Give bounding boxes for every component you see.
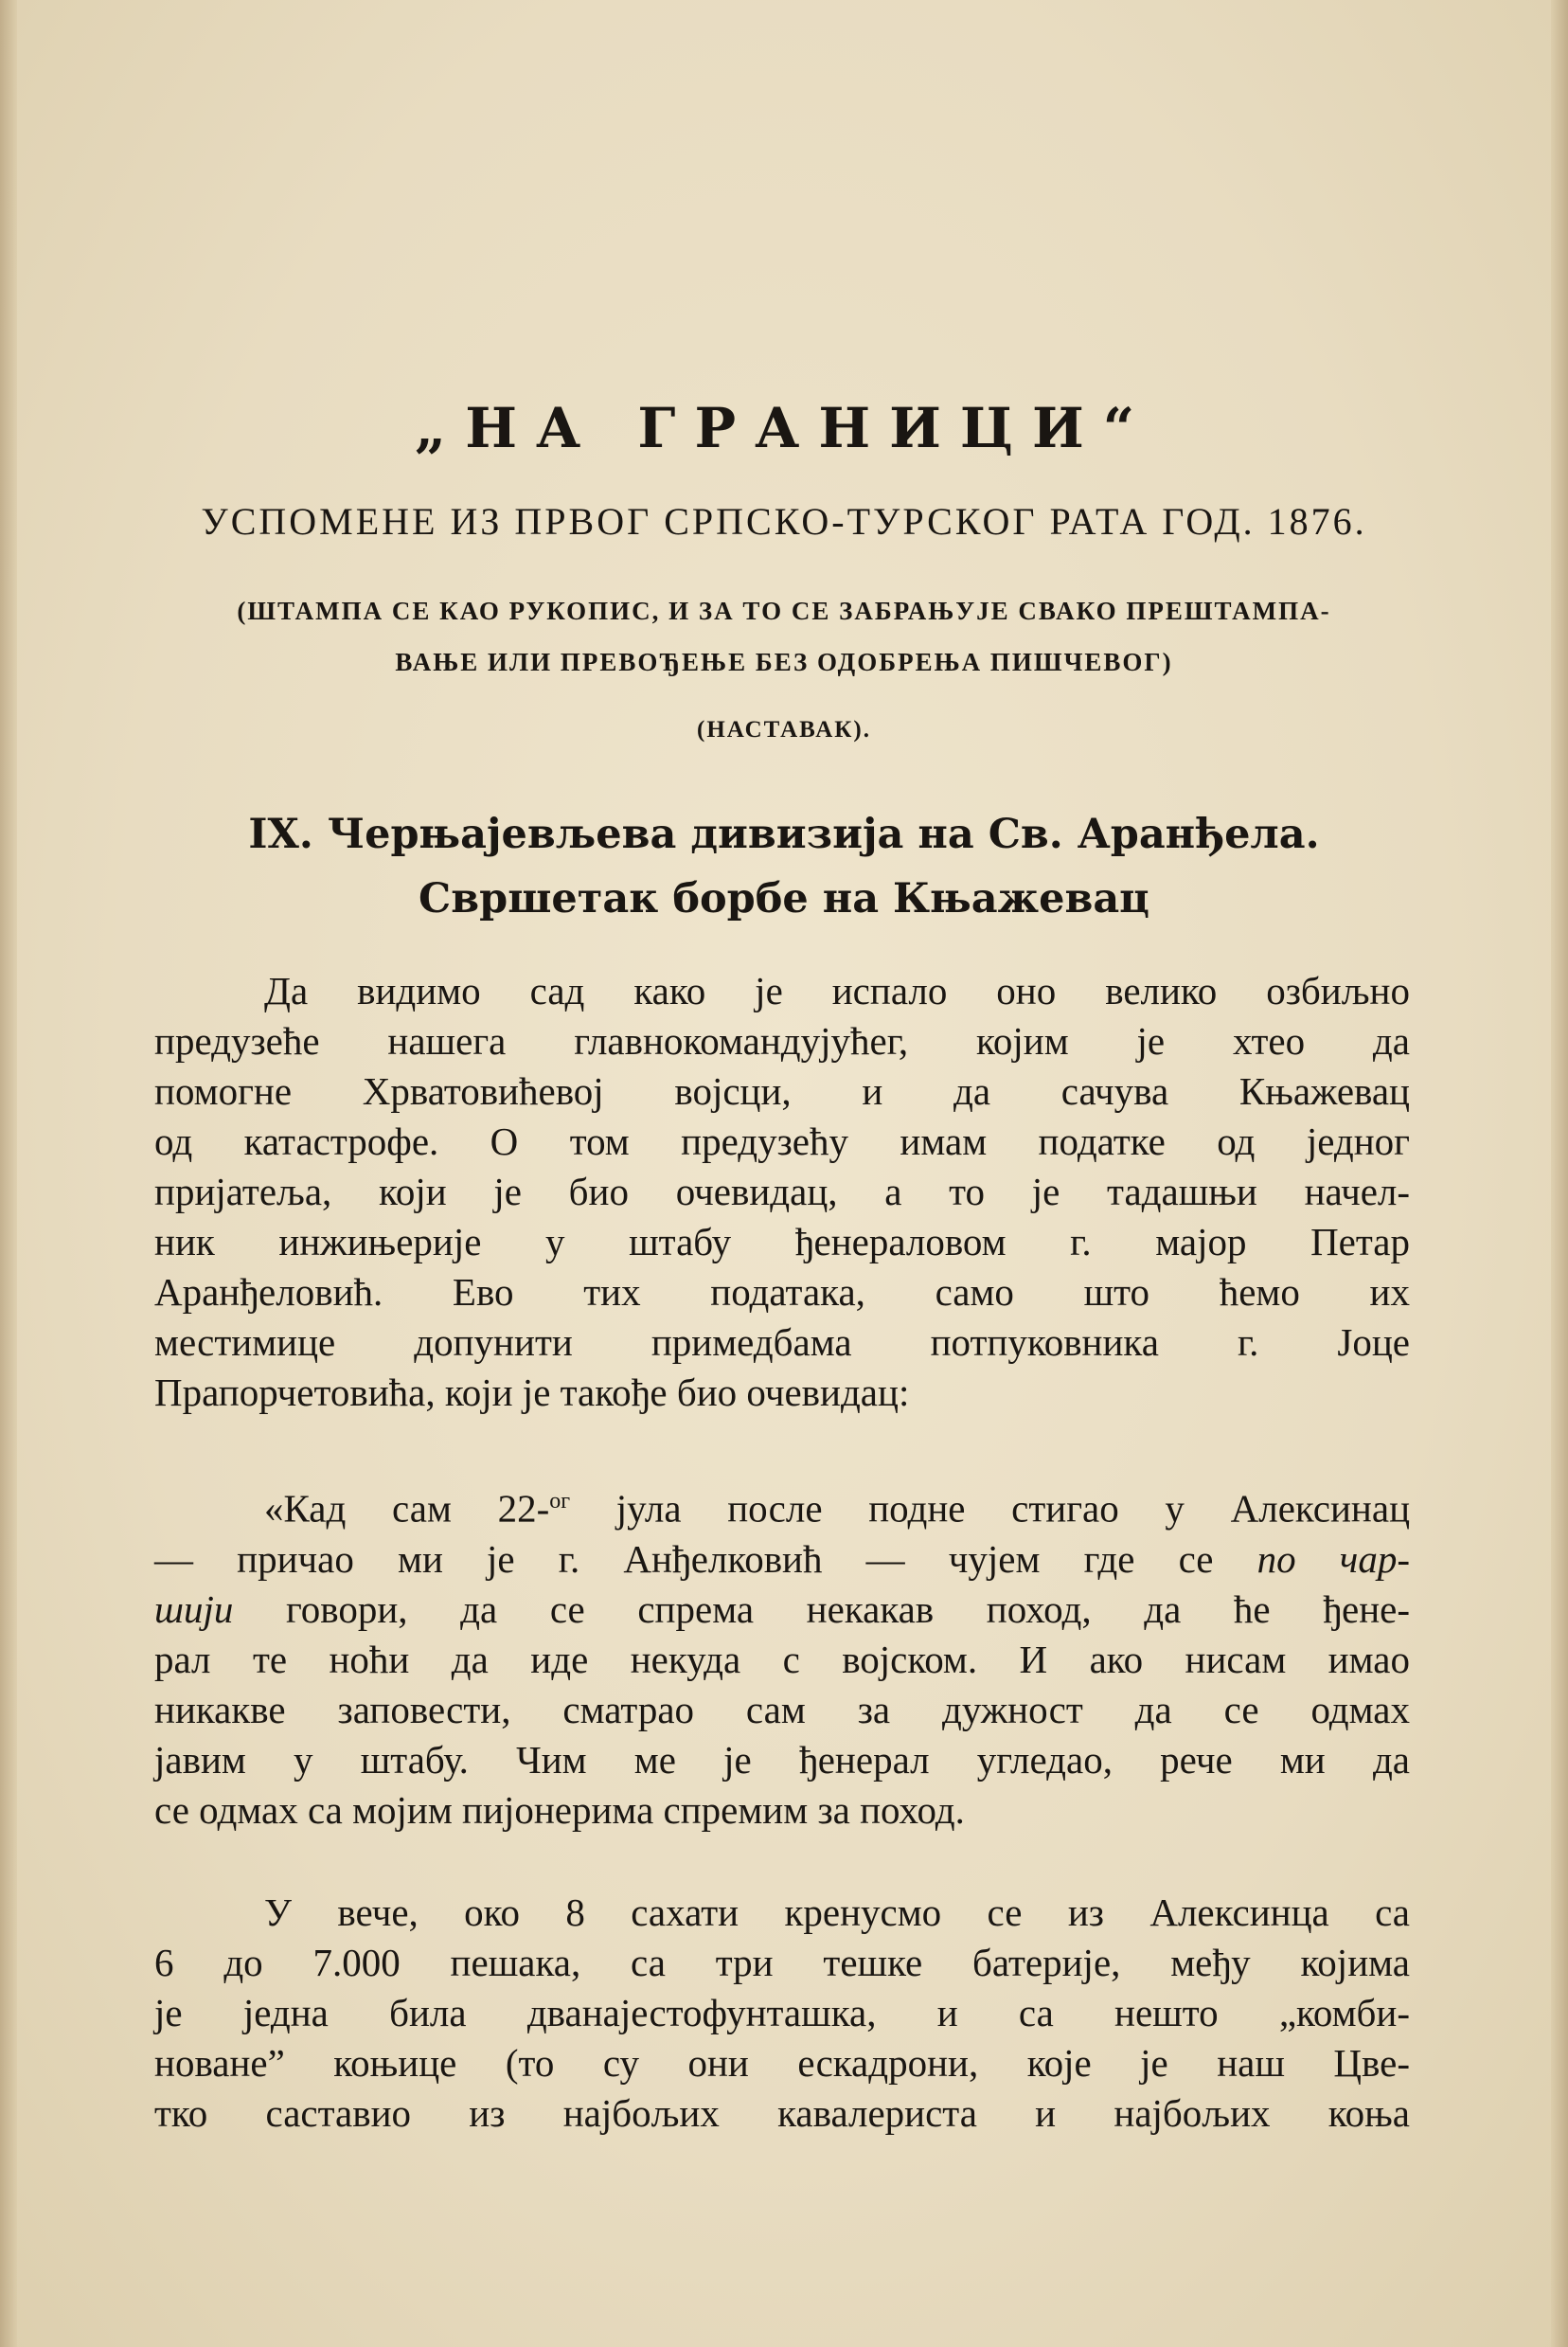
text-line: новане” коњице (то су они ескадрони, које је наш Цве-: [154, 2041, 1410, 2085]
continuation-label: (НАСТАВАК).: [697, 717, 871, 743]
text-line: тко саставио из најбољих кавалериста и најбољих коња: [154, 2091, 1410, 2135]
text-line: рал те ноћи да иде некуда с војском. И ако нисам имао: [154, 1637, 1410, 1681]
text-segment: «Кад сам 22-: [264, 1486, 550, 1531]
text-line: Аранђеловић. Ево тих података, само што ћемо их: [154, 1270, 1410, 1314]
reprint-notice: [161, 585, 1407, 688]
notice-line-1: (ШТАМПА СЕ КАО РУКОПИС, И ЗА ТО СЕ ЗАБРАЊУЈЕ СВАКО ПРЕШТАМПА-: [237, 597, 1331, 625]
text-line: 6 до 7.000 пешака, са три тешке батерије, међу којима: [154, 1941, 1410, 1984]
italic-phrase: шији: [154, 1586, 234, 1631]
text-line: Прапорчетовића, који је такође био очевидац:: [154, 1371, 910, 1414]
page-edge-right: [1551, 0, 1568, 2347]
text-segment: говори, да се спрема некакав поход, да ће ђене-: [233, 1586, 1410, 1631]
article-title: „НА ГРАНИЦИ“: [414, 396, 1154, 460]
italic-phrase: по чар-: [1256, 1536, 1410, 1581]
text-line: никакве заповести, сматрао сам за дужност да се одмах: [154, 1687, 1410, 1731]
chapter-heading-line-1: IX. Черњајевљева дивизија на Св. Аранђела.: [248, 811, 1320, 858]
text-line: местимице допунити примедбама потпуковника г. Јоце: [154, 1320, 1410, 1364]
text-line: јавим у штабу. Чим ме је ђенерал угледао, рече ми да: [154, 1737, 1410, 1782]
text-segment: — причао ми је г. Анђелковић — чујем где се: [154, 1536, 1257, 1581]
text-line: предузеће нашега главнокомандујућег, којим је хтео да: [154, 1019, 1410, 1063]
text-line: [154, 1477, 1410, 1534]
text-line: Да видимо сад како је испало оно велико озбиљно: [264, 969, 1410, 1012]
text-line: пријатеља, који је био очевидац, а то је тадашњи начел-: [154, 1170, 1410, 1213]
text-line: од катастрофе. О том предузећу имам податке од једног: [154, 1120, 1410, 1163]
paragraph-2: [154, 1477, 1410, 1836]
page-edge-left: [0, 0, 17, 2347]
text-line: ник инжињерије у штабу ђенераловом г. мајор Петар: [154, 1220, 1410, 1263]
text-line: је једна била дванајестофунташка, и са нешто „комби-: [154, 1991, 1410, 2034]
text-line: У вече, око 8 сахати кренусмо се из Алексинца са: [264, 1890, 1410, 1934]
ordinal-suffix: ог: [549, 1489, 571, 1514]
text-line: [154, 1585, 1410, 1635]
chapter-heading-line-2: Свршетак борбе на Књажевац: [419, 875, 1149, 923]
chapter-heading: [0, 802, 1568, 931]
text-line: помогне Хрватовићевој војсци, и да сачува Књажевац: [154, 1069, 1410, 1113]
text-line: [154, 1534, 1410, 1585]
paragraph-3: [154, 1888, 1410, 2139]
text-line: се одмах са мојим пијонерима спремим за поход.: [154, 1787, 965, 1832]
article-subtitle: УСПОМЕНЕ ИЗ ПРВОГ СРПСКО-ТУРСКОГ РАТА ГОД. 1876.: [201, 500, 1367, 543]
paragraph-1: [154, 966, 1410, 1418]
notice-line-2: ВАЊЕ ИЛИ ПРЕВОЂЕЊЕ БЕЗ ОДОБРЕЊА ПИШЧЕВОГ): [395, 648, 1173, 676]
text-segment: јула после подне стигао у Алексинац: [570, 1486, 1411, 1531]
